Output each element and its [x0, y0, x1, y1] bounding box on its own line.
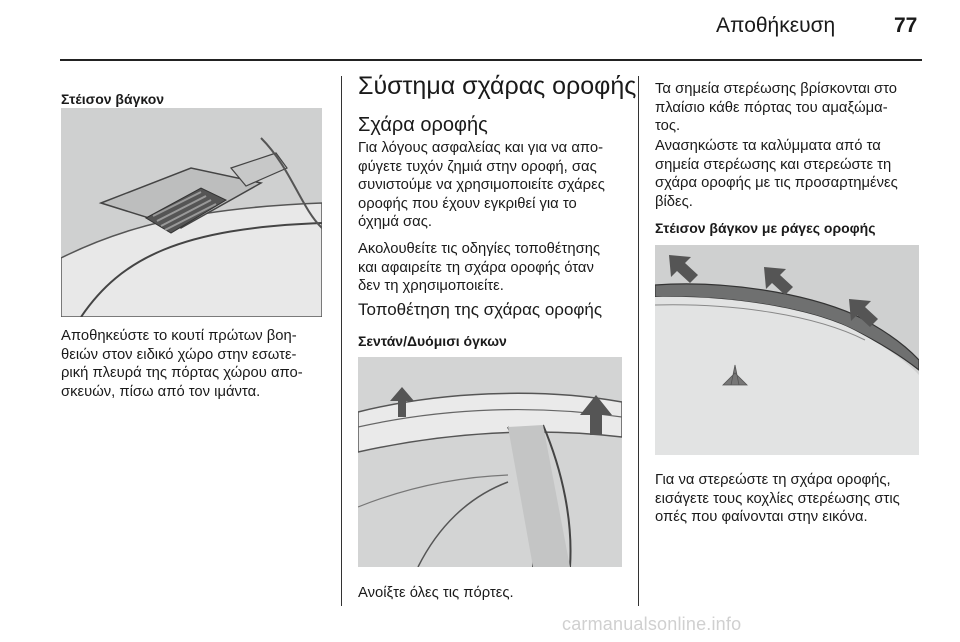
tailgate-illustration [61, 108, 322, 317]
right-paragraph-2: Ανασηκώστε τα καλύμματα από τα σημεία στερέωσης και στερεώστε τη σχάρα οροφής με τις προσαρτημένες βίδες. [655, 138, 898, 210]
middle-paragraph-1: Για λόγους ασφαλείας και για να απο- φύγετε τυχόν ζημιά στην οροφή, σας συνιστούμε να χρησιμοποιείτε σχάρες οροφής που έχουν εγκριθεί για το όχημά σας. [358, 140, 605, 231]
middle-paragraph-2: Ακολουθείτε τις οδηγίες τοποθέτησης και αφαιρείτε τη σχάρα οροφής όταν δεν τη χρησιμοποιείτε. [358, 241, 601, 295]
wagon-rails-heading: Στέισον βάγκον με ράγες οροφής [655, 220, 876, 236]
sedan-hatchback-heading: Σεντάν/Δυόμισι όγκων [358, 333, 507, 349]
watermark: carmanualsonline.info [562, 614, 742, 634]
door-frame-illustration [358, 357, 622, 567]
right-paragraph-1: Τα σημεία στερέωσης βρίσκονται στο πλαίσιο κάθε πόρτας του αμαξώμα- τος. [655, 81, 898, 135]
header-rule [60, 59, 922, 61]
roof-rail-illustration [655, 245, 919, 455]
page-number: 77 [894, 14, 918, 37]
section-title: Σύστημα σχάρας οροφής [358, 72, 637, 100]
sedan-roof-figure [358, 357, 622, 567]
installation-heading: Τοποθέτηση της σχάρας οροφής [358, 300, 603, 319]
column-divider-left [341, 76, 342, 606]
middle-caption: Ανοίξτε όλες τις πόρτες. [358, 585, 514, 601]
left-caption: Αποθηκεύστε το κουτί πρώτων βοη- θειών στον ειδικό χώρο στην εσωτε- ρική πλευρά της πόρτας χώρου απο- σκευών, πίσω από τον ιμάντα. [61, 328, 303, 400]
subsection-title: Σχάρα οροφής [358, 114, 488, 136]
running-header-title: Αποθήκευση [716, 14, 836, 37]
left-heading: Στέισον βάγκον [61, 91, 165, 107]
column-divider-right [638, 76, 639, 606]
right-caption: Για να στερεώστε τη σχάρα οροφής, εισάγετε τους κοχλίες στερέωσης στις οπές που φαίνονται στην εικόνα. [655, 472, 900, 526]
roof-rails-figure [655, 245, 919, 455]
first-aid-kit-figure [61, 108, 322, 317]
